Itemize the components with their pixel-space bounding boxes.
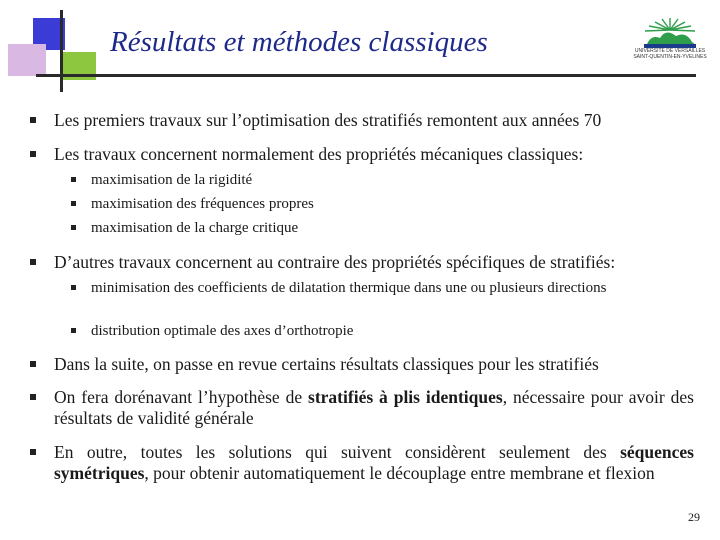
decor-horizontal-line [36,74,696,77]
square-bullet-icon [71,225,76,230]
bullet-item [54,110,694,131]
square-bullet-icon [30,117,36,123]
bullet-item [54,252,699,273]
bullet-item [54,387,694,429]
sub-bullet-item [91,195,691,213]
sub-bullet-item [91,279,693,297]
logo-caption-line-1: UNIVERSITÉ DE VERSAILLES [634,48,706,54]
square-bullet-icon [71,285,76,290]
square-bullet-icon [30,151,36,157]
bullet-text: , nécessaire pour avoir des résultats de validité générale [54,387,694,428]
sub-bullet-text: minimisation des coefficients de dilatation thermique dans une ou plusieurs directions [91,280,607,296]
bullet-text: En outre, toutes les solutions qui suivent considèrent seulement des [54,442,621,462]
bullet-bold-text: stratifiés à plis identiques [308,387,503,407]
square-bullet-icon [71,177,76,182]
sub-bullet-text: maximisation de la rigidité [91,172,253,188]
bullet-item [54,442,694,484]
page-number: 29 [688,510,700,524]
slide-title: Résultats et méthodes classiques [110,26,488,58]
sub-bullet-text: distribution optimale des axes d’orthotropie [91,323,354,339]
sub-bullet-text: maximisation de la charge critique [91,220,299,236]
square-bullet-icon [30,259,36,265]
bullet-text: Les travaux concernent normalement des propriétés mécaniques classiques: [54,144,584,164]
square-bullet-icon [71,328,76,333]
bullet-item [54,144,694,165]
decor-square-pink [8,44,46,76]
bullet-bold-text: séquences symétriques [54,442,694,483]
square-bullet-icon [30,361,36,367]
square-bullet-icon [30,449,36,455]
bullet-text: On fera dorénavant l’hypothèse de [54,387,309,407]
sub-bullet-text: maximisation des fréquences propres [91,196,314,212]
logo-caption-line-2: SAINT-QUENTIN-EN-YVELINES [633,54,707,60]
bullet-item [54,354,694,375]
square-bullet-icon [30,394,36,400]
decor-vertical-line [60,10,63,92]
square-bullet-icon [71,201,76,206]
bullet-text: D’autres travaux concernent au contraire des propriétés spécifiques de stratifiés: [54,252,616,272]
bullet-text: Dans la suite, on passe en revue certains résultats classiques pour les stratifiés [54,354,599,374]
sub-bullet-item [91,219,691,237]
sub-bullet-item [91,171,691,189]
bullet-text: , pour obtenir automatiquement le découplage entre membrane et flexion [144,463,655,483]
logo-caption [628,48,712,60]
sub-bullet-item [91,322,691,340]
bullet-text: Les premiers travaux sur l’optimisation des stratifiés remontent aux années 70 [54,110,602,130]
